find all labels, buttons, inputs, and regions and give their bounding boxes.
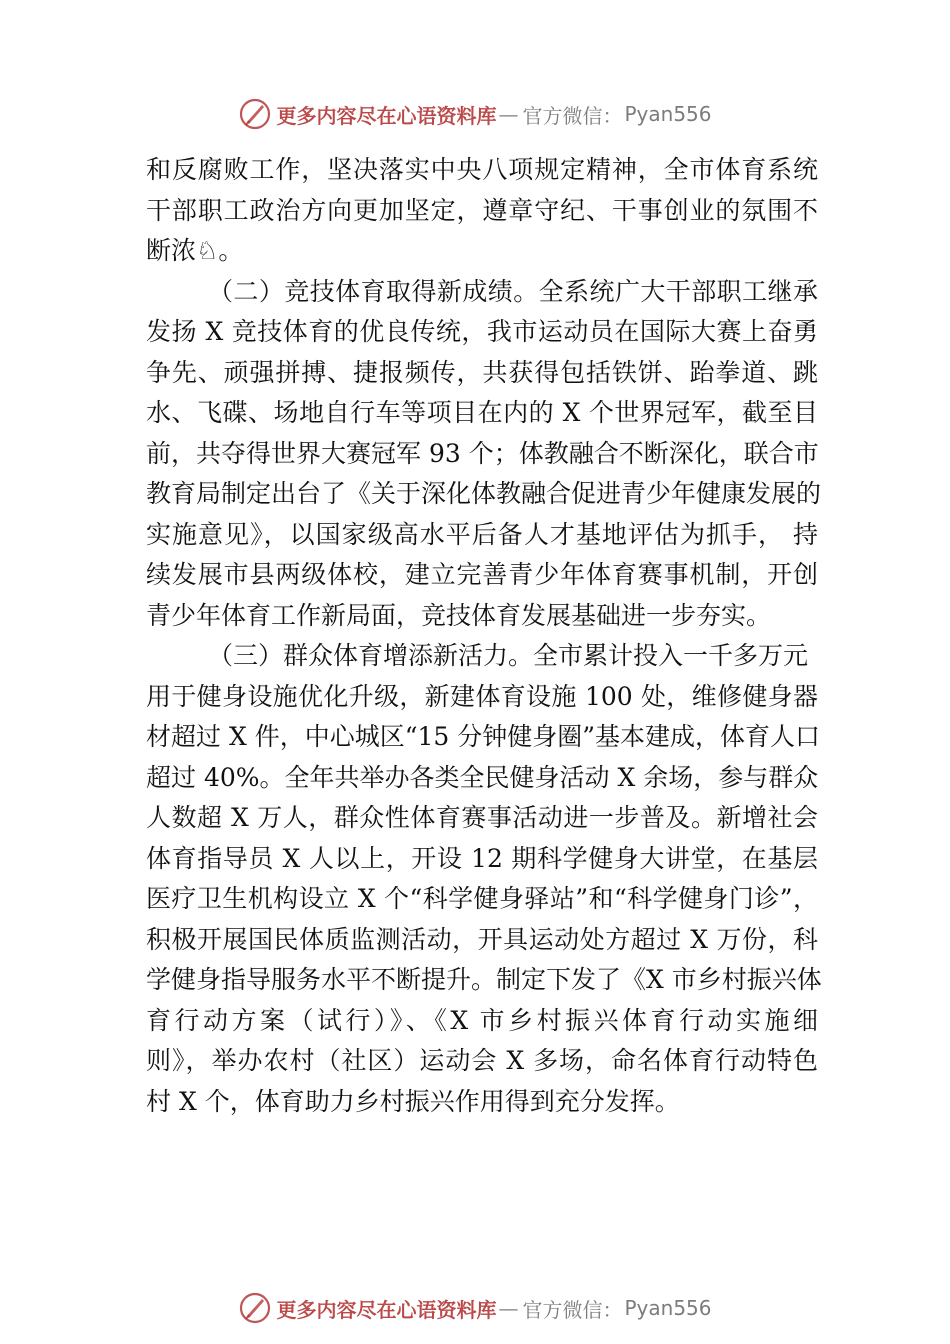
body-line: 干部职工政治方向更加坚定，遵章守纪、干事创业的氛围不 [146, 195, 818, 225]
body-line: 青少年体育工作新局面，竞技体育发展基础进一步夯实。 [146, 600, 772, 630]
body-line: 村 X 个，体育助力乡村振兴作用得到充分发挥。 [146, 1086, 680, 1116]
body-line: 超过 40%。全年共举办各类全民健身活动 X 余场，参与群众 [146, 762, 819, 792]
body-line: 积极开展国民体质监测活动，开具运动处方超过 X 万份，科 [146, 924, 818, 954]
body-line: 医疗卫生机构设立 X 个“科学健身驿站”和“科学健身门诊”， [146, 884, 818, 913]
document-body [146, 150, 822, 1122]
body-line: 水、飞碟、场地自行车等项目在内的 X 个世界冠军，截至目 [146, 398, 818, 427]
quill-logo-icon [238, 97, 272, 131]
header-banner [0, 94, 950, 134]
footer-separator: — [498, 1296, 519, 1320]
section-heading-line: （三）群众体育增添新活力。全市累计投入一千多万元 [208, 641, 809, 670]
body-line: 前，共夺得世界大赛冠军 93 个；体教融合不断深化，联合市 [146, 438, 819, 468]
quill-logo-icon [238, 1291, 272, 1325]
section-heading-line: （二）竞技体育取得新成绩。全系统广大干部职工继承 [208, 276, 818, 306]
footer-contact-value: Pyan556 [624, 1296, 712, 1320]
body-line: 发扬 X 竞技体育的优良传统，我市运动员在国际大赛上奋勇 [146, 317, 818, 346]
body-line: 育行动方案（试行）》、《X 市乡村振兴体育行动实施细 [146, 1005, 818, 1035]
header-separator: — [498, 102, 519, 126]
footer-contact-label: 官方微信： [522, 1297, 623, 1322]
body-line: 争先、顽强拼搏、捷报频传，共获得包括铁饼、跆拳道、跳 [146, 357, 818, 387]
body-line: 用于健身设施优化升级，新建体育设施 100 处，维修健身器 [146, 681, 818, 711]
body-line: 材超过 X 件，中心城区“15 分钟健身圈”基本建成，体育人口 [146, 722, 821, 751]
body-line: 人数超 X 万人，群众性体育赛事活动进一步普及。新增社会 [146, 803, 818, 832]
header-contact-value: Pyan556 [624, 102, 712, 126]
body-line: 教育局制定出台了《关于深化体教融合促进青少年健康发展的 [146, 479, 822, 508]
body-line: 续发展市县两级体校，建立完善青少年体育赛事机制，开创 [146, 560, 818, 589]
body-line: 则》，举办农村（社区）运动会 X 多场，命名体育行动特色 [146, 1046, 818, 1075]
header-contact-label: 官方微信： [522, 103, 623, 128]
body-line: 体育指导员 X 人以上，开设 12 期科学健身大讲堂，在基层 [146, 843, 818, 873]
footer-title: 更多内容尽在心语资料库 [276, 1297, 497, 1322]
body-line: 和反腐败工作，坚决落实中央八项规定精神，全市体育系统 [146, 155, 818, 184]
body-line: 实施意见》，以国家级高水平后备人才基地评估为抓手， 持 [146, 519, 818, 549]
body-line: 学健身指导服务水平不断提升。制定下发了《X 市乡村振兴体 [146, 965, 822, 994]
header-title: 更多内容尽在心语资料库 [276, 103, 497, 128]
footer-banner [0, 1288, 950, 1328]
body-line: 断浓♘。 [146, 236, 244, 265]
